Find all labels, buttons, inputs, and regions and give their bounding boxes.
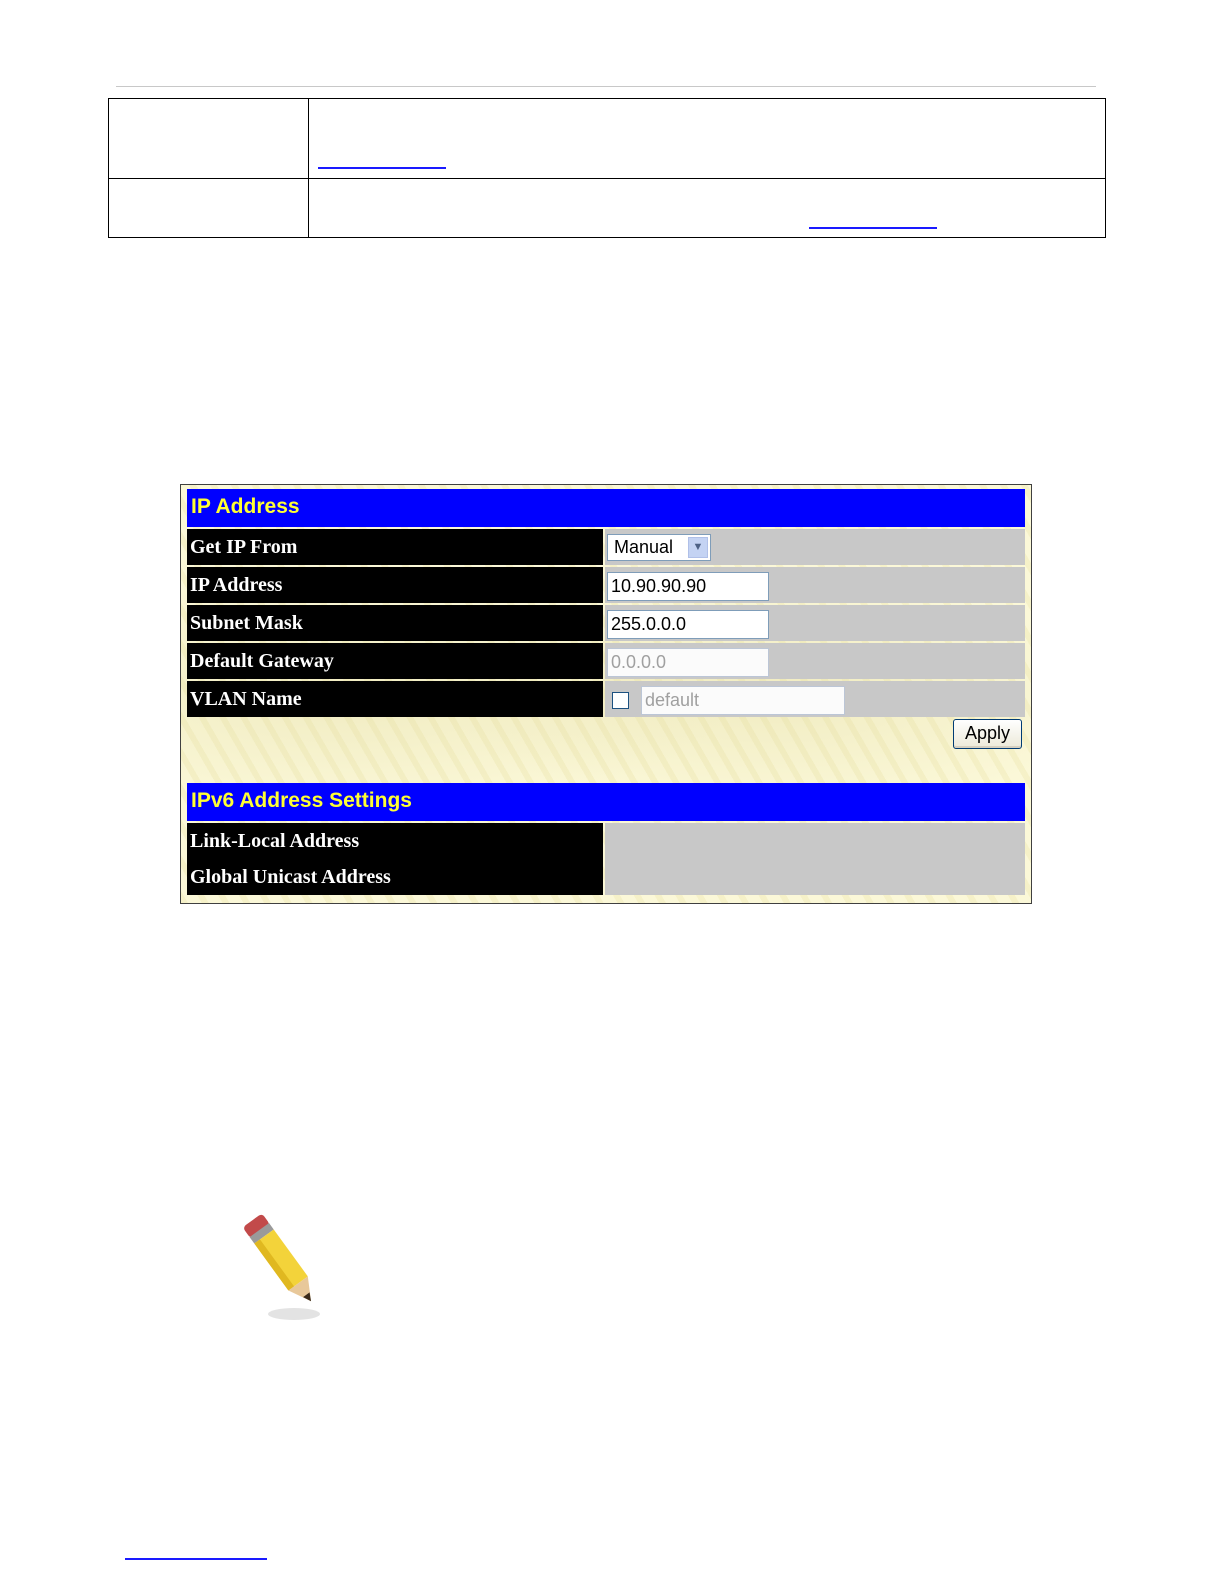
link-local-address-row	[187, 823, 1025, 859]
get-ip-from-row	[187, 529, 1025, 565]
vlan-name-input: default	[641, 686, 845, 715]
ip-address-section-title: IP Address	[187, 489, 1025, 527]
vlan-name-cell	[605, 681, 1025, 717]
global-unicast-address-value	[605, 859, 1025, 895]
default-gateway-row	[187, 643, 1025, 679]
subnet-mask-label: Subnet Mask	[187, 605, 603, 641]
apply-button[interactable]: Apply	[953, 719, 1022, 749]
doc-table-row	[109, 179, 1105, 237]
get-ip-from-select[interactable]	[607, 534, 711, 561]
ipv6-section-title: IPv6 Address Settings	[187, 783, 1025, 821]
doc-link[interactable]	[318, 167, 446, 169]
link-local-address-label: Link-Local Address	[187, 823, 603, 859]
doc-parameter-table	[108, 98, 1106, 238]
doc-table-divider	[308, 99, 309, 237]
ip-address-label: IP Address	[187, 567, 603, 603]
subnet-mask-input[interactable]: 255.0.0.0	[607, 610, 769, 639]
ip-address-input[interactable]: 10.90.90.90	[607, 572, 769, 601]
global-unicast-address-row	[187, 859, 1025, 895]
ip-address-cell	[605, 567, 1025, 603]
get-ip-from-label: Get IP From	[187, 529, 603, 565]
ip-address-panel	[180, 484, 1032, 904]
subnet-mask-cell	[605, 605, 1025, 641]
vlan-name-label: VLAN Name	[187, 681, 603, 717]
get-ip-from-value: Manual	[614, 537, 674, 557]
chevron-down-icon[interactable]: ▼	[688, 537, 708, 558]
default-gateway-cell	[605, 643, 1025, 679]
global-unicast-address-label: Global Unicast Address	[187, 859, 603, 895]
subnet-mask-row	[187, 605, 1025, 641]
default-gateway-label: Default Gateway	[187, 643, 603, 679]
vlan-name-checkbox[interactable]	[612, 692, 629, 709]
link-local-address-value	[605, 823, 1025, 859]
page-header-rule	[116, 86, 1096, 87]
get-ip-from-cell	[605, 529, 1025, 565]
footer-link[interactable]	[125, 1558, 267, 1560]
doc-table-row	[109, 99, 1105, 179]
default-gateway-input: 0.0.0.0	[607, 648, 769, 677]
pencil-icon	[236, 1206, 332, 1324]
doc-link[interactable]	[809, 227, 937, 229]
ip-address-row	[187, 567, 1025, 603]
vlan-name-row	[187, 681, 1025, 717]
